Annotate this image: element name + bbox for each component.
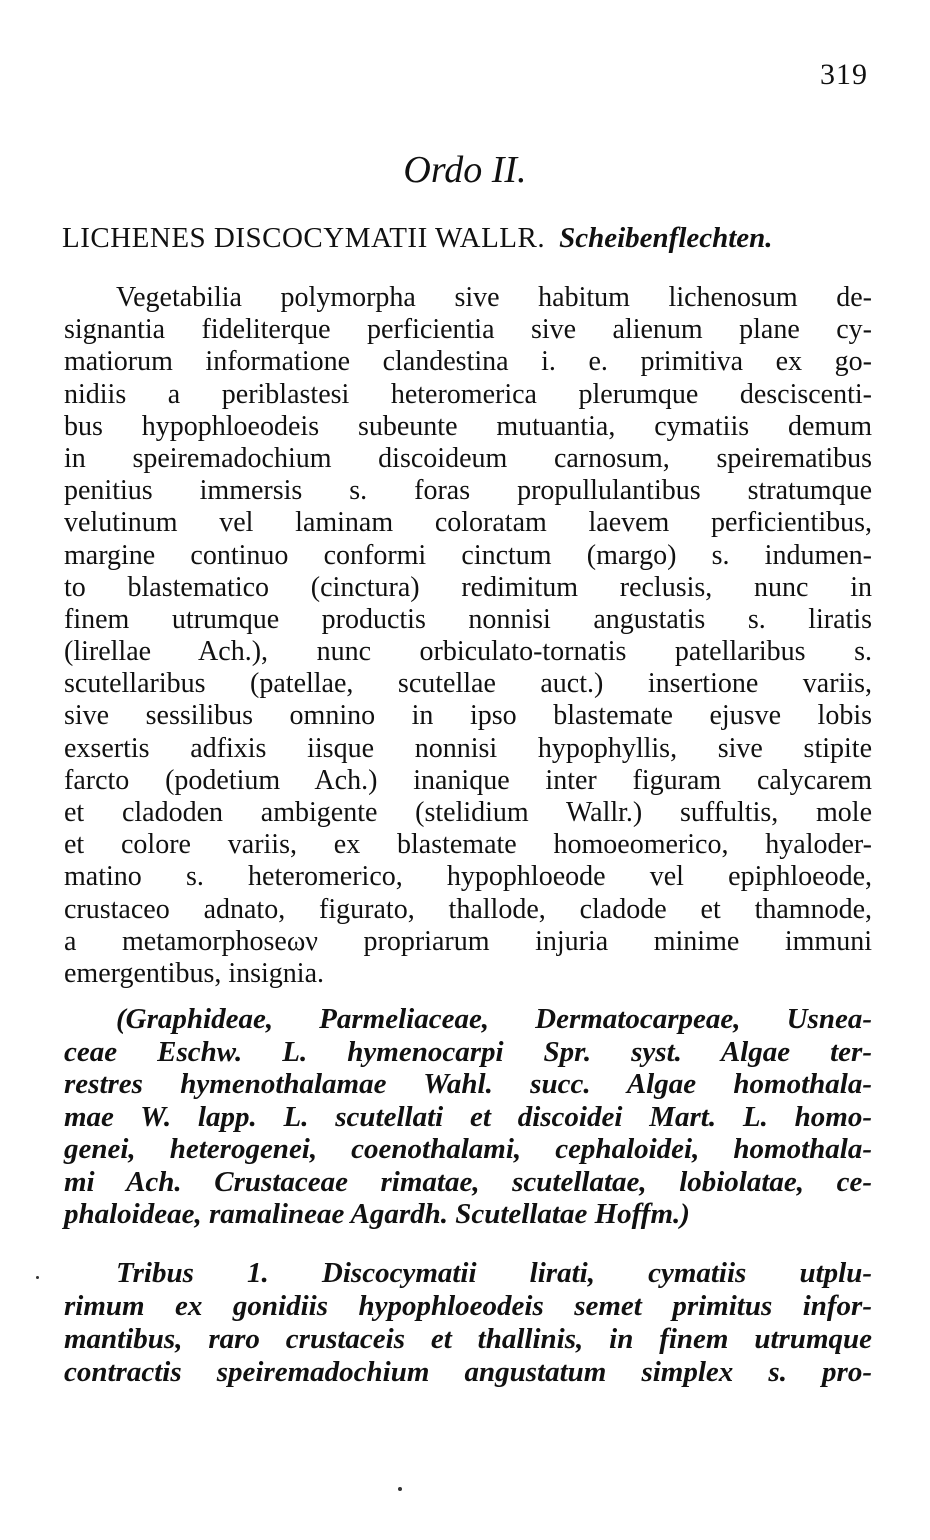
text-line: mae W. lapp. L. scutellati et discoidei Mart. L. homo- xyxy=(64,1100,872,1133)
print-speck xyxy=(36,1276,39,1279)
text-line: et colore variis, ex blastemate homoeomerico, hyaloder- xyxy=(64,829,872,861)
text-line: Vegetabilia polymorpha sive habitum lichenosum de- xyxy=(116,282,872,313)
text-line: (Graphideae, Parmeliaceae, Dermatocarpeae, Usnea- xyxy=(116,1003,872,1035)
text-line: ceae Eschw. L. hymenocarpi Spr. syst. Algae ter- xyxy=(64,1035,872,1068)
text-line: scutellaribus (patellae, scutellae auct.) insertione variis, xyxy=(64,668,872,700)
text-line: genei, heterogenei, coenothalami, cephaloidei, homothala- xyxy=(64,1133,872,1165)
text-line: matino s. heteromerico, hypophloeode vel epiphloeode, xyxy=(64,861,872,893)
text-line: farcto (podetium Ach.) inanique inter figuram calycarem xyxy=(64,764,872,796)
text-line: finem utrumque productis nonnisi angustatis s. liratis xyxy=(64,603,872,635)
text-line: contractis speiremadochium angustatum simplex s. pro- xyxy=(64,1356,872,1388)
text-line: a metamorphoseων propriarum injuria minime immuni xyxy=(64,925,872,957)
text-line: penitius immersis s. foras propullulantibus stratumque xyxy=(64,475,872,507)
text-line: margine continuo conformi cinctum (margo) s. indumen- xyxy=(64,539,872,571)
print-speck xyxy=(398,1487,402,1491)
text-line: phaloideae, ramalineae Agardh. Scutellatae Hoffm.) xyxy=(64,1198,690,1230)
text-line: signantia fideliterque perficientia sive alienum plane cy- xyxy=(64,314,872,346)
text-line: mi Ach. Crustaceae rimatae, scutellatae, lobiolatae, ce- xyxy=(64,1165,872,1198)
tribus-paragraph xyxy=(64,1257,872,1389)
text-line: to blastematico (cinctura) redimitum reclusis, nunc in xyxy=(64,571,872,603)
text-line: sive sessilibus omnino in ipso blastemate ejusve lobis xyxy=(64,700,872,732)
text-line: (lirellae Ach.), nunc orbiculato-tornatis patellaribus s. xyxy=(64,636,872,668)
text-line: emergentibus, insignia. xyxy=(64,957,324,989)
heading-caps: LICHENES DISCOCYMATII WALLR. xyxy=(62,222,546,254)
text-line: bus hypophloeodeis subeunte mutuantia, cymatiis demum xyxy=(64,410,872,442)
text-line: mantibus, raro crustaceis et thallinis, in finem utrumque xyxy=(64,1323,872,1355)
synonym-paragraph xyxy=(64,1003,872,1231)
description-paragraph xyxy=(64,282,872,990)
text-line: Tribus 1. Discocymatii lirati, cymatiis utplu- xyxy=(116,1257,872,1289)
heading-italic: Scheibenflechten. xyxy=(559,222,773,254)
section-heading xyxy=(62,222,872,255)
text-line: rimum ex gonidiis hypophloeodeis semet primitus infor- xyxy=(64,1290,872,1322)
text-line: exsertis adfixis iisque nonnisi hypophyllis, sive stipite xyxy=(64,732,872,764)
text-line: restres hymenothalamae Wahl. succ. Algae homothala- xyxy=(64,1068,872,1100)
text-line: in speiremadochium discoideum carnosum, speirematibus xyxy=(64,442,872,474)
text-line: velutinum vel laminam coloratam laevem perficientibus, xyxy=(64,507,872,539)
text-line: crustaceo adnato, figurato, thallode, cladode et thamnode, xyxy=(64,893,872,925)
page-number: 319 xyxy=(820,58,868,91)
ordo-title: Ordo II. xyxy=(403,149,527,191)
text-line: nidiis a periblastesi heteromerica plerumque desciscenti- xyxy=(64,378,872,410)
text-line: matiorum informatione clandestina i. e. primitiva ex go- xyxy=(64,346,872,378)
text-line: et cladoden ambigente (stelidium Wallr.) suffultis, mole xyxy=(64,797,872,828)
